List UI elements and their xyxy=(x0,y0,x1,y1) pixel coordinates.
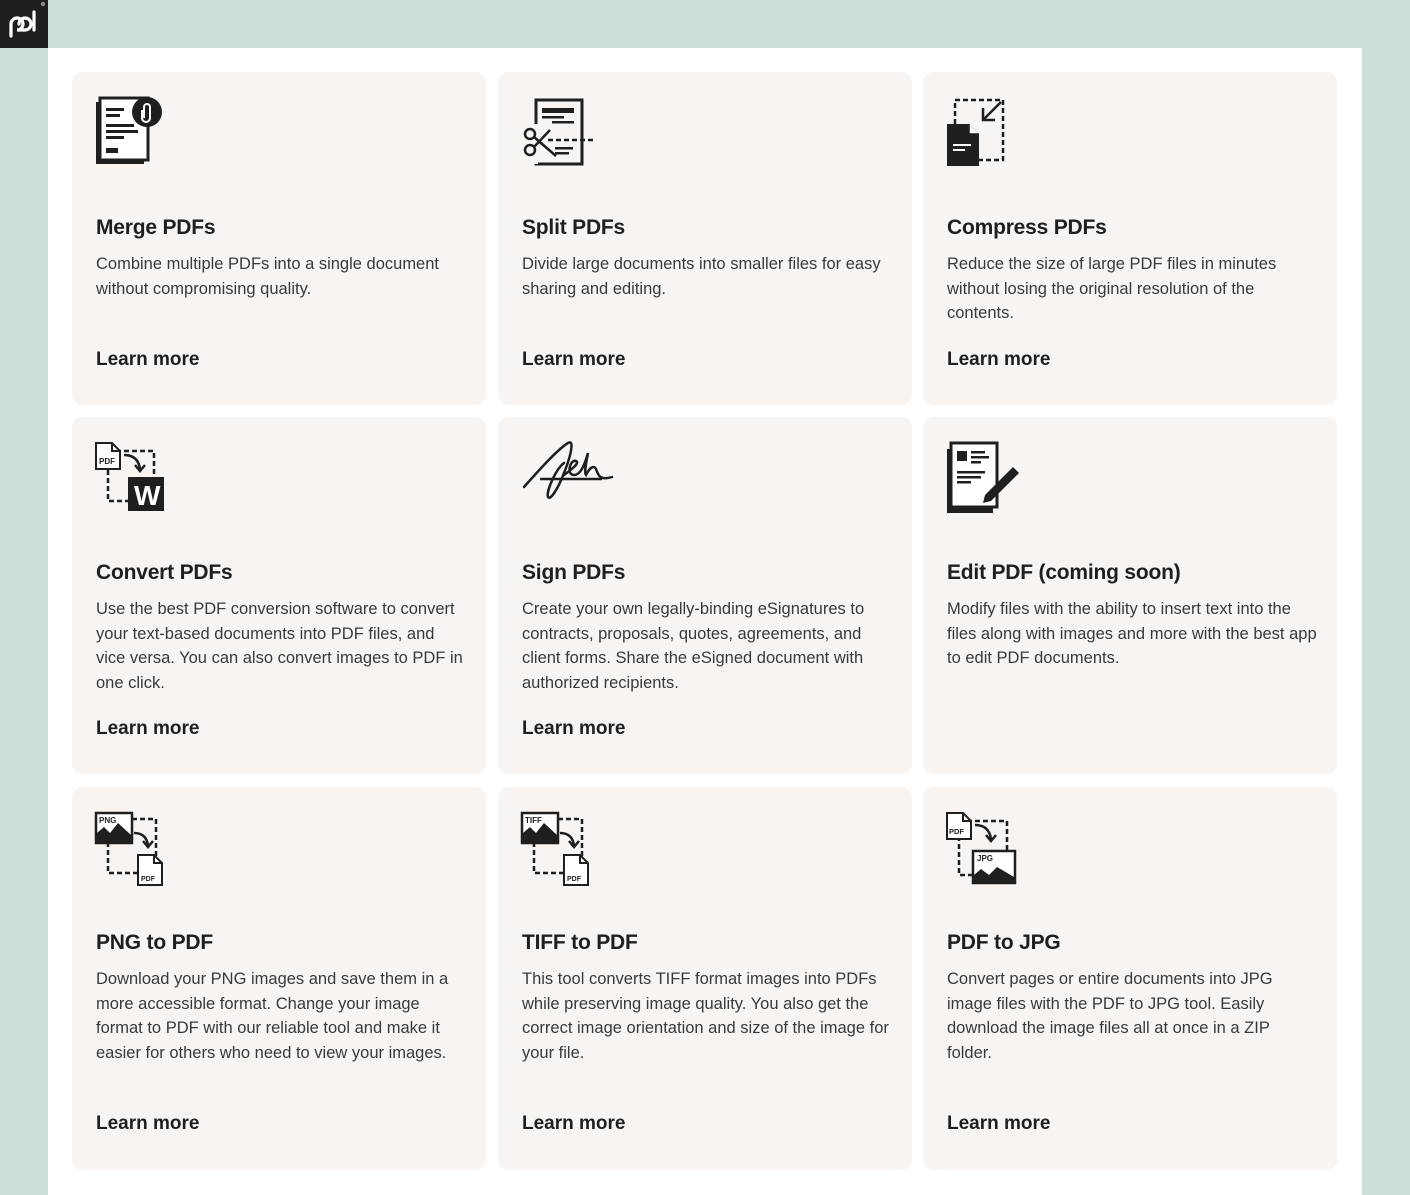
convert-pdf-to-word-icon xyxy=(94,439,174,519)
tiff-to-pdf-icon xyxy=(520,809,600,889)
card-title: Sign PDFs xyxy=(522,561,626,584)
learn-more-link[interactable]: Learn more xyxy=(522,349,626,370)
card-title: PDF to JPG xyxy=(947,931,1061,954)
tools-panel xyxy=(48,48,1362,1195)
card-description: Divide large documents into smaller files for easy sharing and editing. xyxy=(522,255,881,298)
learn-more-link[interactable]: Learn more xyxy=(522,718,626,739)
card-description: Use the best PDF conversion software to convert your text-based documents into PDF files, and vice versa. You can also convert images to PDF in one click. xyxy=(96,600,463,693)
merge-pdf-icon xyxy=(94,94,174,174)
card-tiff-to-pdf[interactable] xyxy=(498,787,912,1170)
svg-text:TIFF: TIFF xyxy=(525,816,542,825)
learn-more-link[interactable]: Learn more xyxy=(947,1113,1051,1134)
svg-text:JPG: JPG xyxy=(977,854,994,863)
learn-more-link[interactable]: Learn more xyxy=(96,349,200,370)
pdf-to-jpg-icon xyxy=(945,809,1025,889)
card-title: Compress PDFs xyxy=(947,216,1107,239)
png-to-pdf-icon xyxy=(94,809,174,889)
learn-more-link[interactable]: Learn more xyxy=(96,1113,200,1134)
split-pdf-icon xyxy=(520,94,600,174)
svg-text:PDF: PDF xyxy=(567,876,581,883)
card-title: Split PDFs xyxy=(522,216,626,239)
card-description: Reduce the size of large PDF files in minutes without losing the original resolution of the contents. xyxy=(947,255,1277,323)
brand-logo[interactable] xyxy=(0,0,48,48)
learn-more-link[interactable]: Learn more xyxy=(96,718,200,739)
svg-text:W: W xyxy=(134,480,161,511)
compress-pdf-icon xyxy=(945,94,1025,174)
card-title: Edit PDF (coming soon) xyxy=(947,561,1181,584)
card-title: Convert PDFs xyxy=(96,561,233,584)
card-merge-pdfs[interactable] xyxy=(72,72,486,405)
card-split-pdfs[interactable] xyxy=(498,72,912,405)
card-description: Download your PNG images and save them in a more accessible format. Change your image format to PDF with our reliable tool and make it easier for others who need to view your images. xyxy=(96,970,449,1063)
signature-icon xyxy=(520,439,620,519)
card-description: Modify files with the ability to insert text into the files along with images and more with the best app to edit PDF documents. xyxy=(947,600,1317,668)
learn-more-link[interactable]: Learn more xyxy=(947,349,1051,370)
card-title: Merge PDFs xyxy=(96,216,216,239)
svg-text:PDF: PDF xyxy=(141,876,155,883)
card-compress-pdfs[interactable] xyxy=(923,72,1337,405)
card-description: Combine multiple PDFs into a single document without compromising quality. xyxy=(96,255,439,298)
svg-text:PDF: PDF xyxy=(99,457,115,466)
card-sign-pdfs[interactable] xyxy=(498,417,912,774)
card-title: PNG to PDF xyxy=(96,931,213,954)
svg-text:PNG: PNG xyxy=(99,816,117,825)
svg-text:PDF: PDF xyxy=(949,827,964,836)
card-convert-pdfs[interactable] xyxy=(72,417,486,774)
pd-logo-icon xyxy=(0,0,48,48)
card-pdf-to-jpg[interactable] xyxy=(923,787,1337,1170)
card-edit-pdf[interactable] xyxy=(923,417,1337,774)
learn-more-link[interactable]: Learn more xyxy=(522,1113,626,1134)
card-title: TIFF to PDF xyxy=(522,931,638,954)
card-description: Convert pages or entire documents into JPG image files with the PDF to JPG tool. Easily download the image files all at once in a ZIP folder. xyxy=(947,970,1273,1063)
card-png-to-pdf[interactable] xyxy=(72,787,486,1170)
card-description: This tool converts TIFF format images into PDFs while preserving image quality. You also get the correct image orientation and size of the image for your file. xyxy=(522,970,889,1063)
edit-pdf-icon xyxy=(945,439,1025,519)
card-description: Create your own legally-binding eSignatures to contracts, proposals, quotes, agreements, and client forms. Share the eSigned document with authorized recipients. xyxy=(522,600,865,693)
